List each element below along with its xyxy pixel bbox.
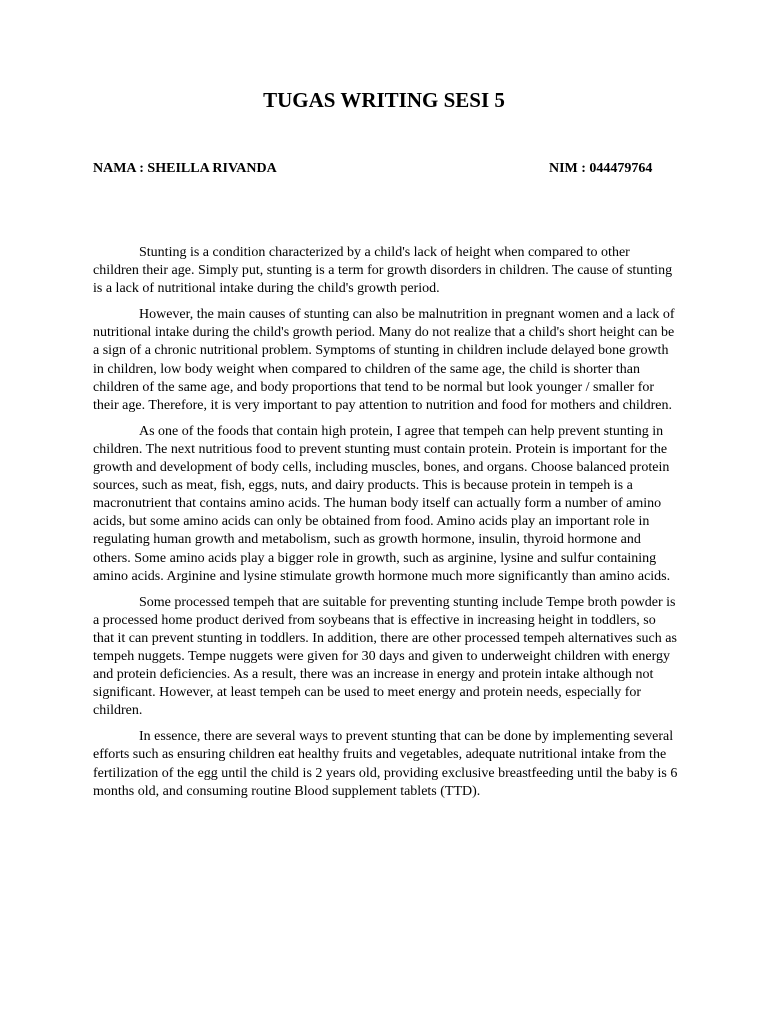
paragraph-3: As one of the foods that contain high protein, I agree that tempeh can help prevent stunting in children. The next nutritious food to prevent stunting must contain protein. Protein is important for the growth and development of body cells, including muscles, bones, and organs. Choose balanced protein sources, such as meat, fish, eggs, nuts, and dairy products. This is because protein in tempeh is a macronutrient that contains amino acids. The human body itself can actually form a number of amino acids, but some amino acids can only be obtained from food. Amino acids play an important role in regulating human growth and metabolism, such as growth hormone, insulin, thyroid hormone and others. Some amino acids play a bigger role in growth, such as arginine, lysine and sulfur containing amino acids. Arginine and lysine stimulate growth hormone much more significantly than amino acids. bbox=[93, 423, 671, 584]
document-body bbox=[93, 244, 678, 809]
paragraph-5: In essence, there are several ways to prevent stunting that can be done by implementing several efforts such as ensuring children eat healthy fruits and vegetables, adequate nutritional intake from the fertilization of the egg until the child is 2 years old, providing exclusive breastfeeding until the baby is 6 months old, and consuming routine Blood supplement tablets (TTD). bbox=[93, 729, 678, 799]
paragraph-1: Stunting is a condition characterized by a child's lack of height when compared to other children their age. Simply put, stunting is a term for growth disorders in children. The cause of stunting is a lack of nutritional intake during the child's growth period. bbox=[93, 245, 673, 297]
document-title: TUGAS WRITING SESI 5 bbox=[263, 88, 505, 112]
paragraph-2: However, the main causes of stunting can also be malnutrition in pregnant women and a lack of nutritional intake during the child's growth period. Many do not realize that a child's short height can be a sign of a chronic nutritional problem. Symptoms of stunting in children include delayed bone growth in children, low body weight when compared to children of the same age, the child is shorter than children of the same age, and body proportions that tend to be normal but look younger / smaller for their age. Therefore, it is very important to pay attention to nutrition and food for mothers and children. bbox=[93, 307, 675, 413]
student-name: NAMA : SHEILLA RIVANDA bbox=[93, 161, 277, 176]
paragraph-4: Some processed tempeh that are suitable for preventing stunting include Tempe broth powder is a processed home product derived from soybeans that is effective in increasing height in toddlers, so that it can prevent stunting in toddlers. In addition, there are other processed tempeh alternatives such as tempeh nuggets. Tempe nuggets were given for 30 days and given to underweight children with energy and protein deficiencies. As a result, there was an increase in energy and protein intake although not significant. However, at least tempeh can be used to meet energy and protein needs, especially for children. bbox=[93, 594, 677, 719]
student-nim: NIM : 044479764 bbox=[549, 161, 653, 176]
